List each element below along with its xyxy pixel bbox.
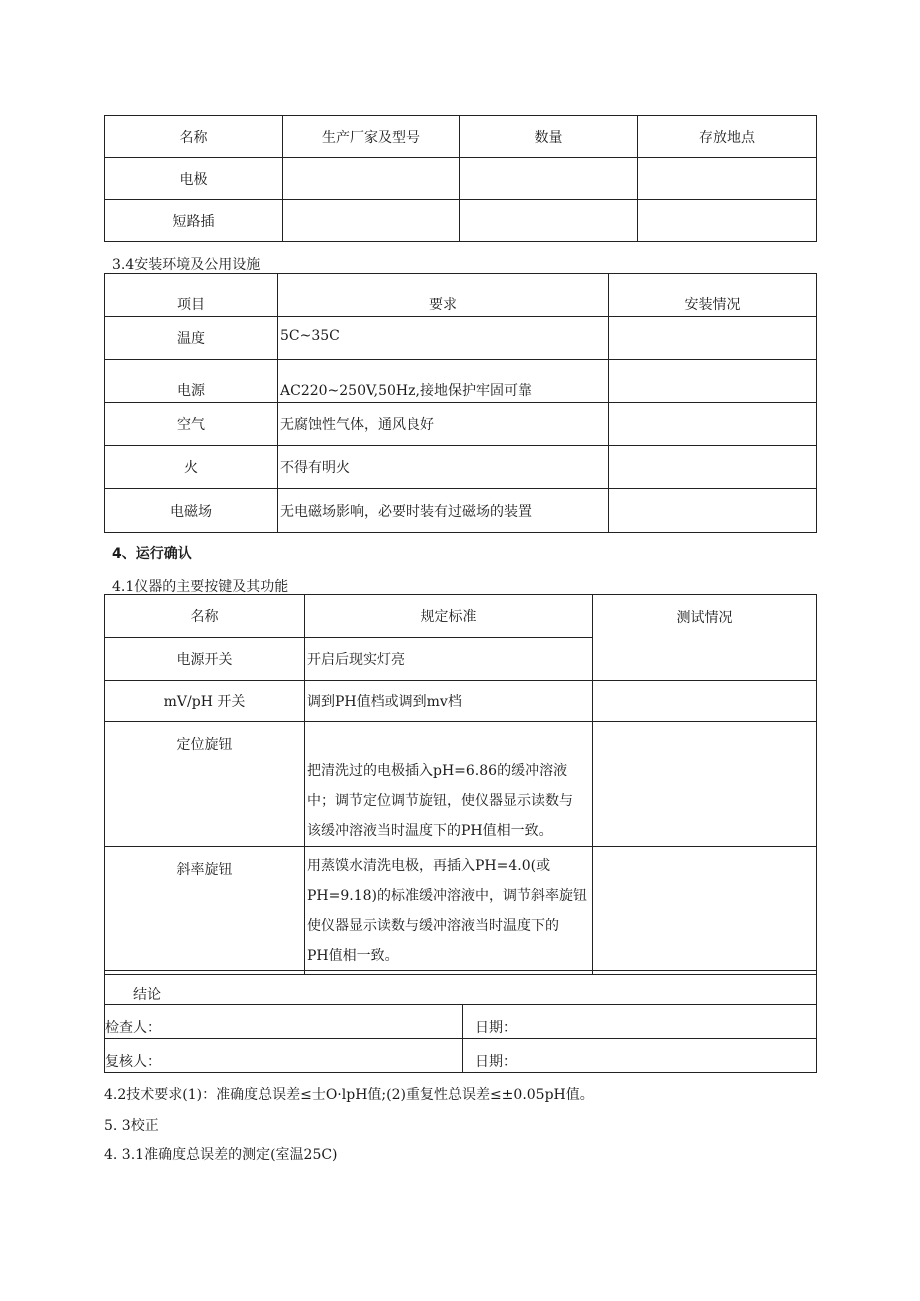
keys-function-table (104, 594, 817, 975)
conclusion-label: 结论 (105, 971, 817, 1005)
reviewer-label: 复核人： (105, 1039, 463, 1073)
table-cell (638, 158, 817, 200)
header-name: 名称 (105, 116, 283, 158)
checker-label: 检查人： (105, 1005, 463, 1039)
table-cell (593, 847, 817, 975)
standard-line: 使仪器显示读数与缓冲溶液当时温度下的 (307, 918, 559, 934)
section-heading: 5. 3校正 (104, 1118, 159, 1134)
table-cell (283, 200, 460, 242)
table-cell: 电磁场 (105, 489, 278, 533)
table-cell (609, 360, 817, 403)
table-cell: 电极 (105, 158, 283, 200)
table-cell: 电源开关 (105, 638, 305, 681)
table-cell: AC220~250V,50Hz,接地保护牢固可靠 (278, 360, 609, 403)
table-cell (593, 722, 817, 847)
date-label: 日期： (463, 1005, 817, 1039)
header-installation-status: 安装情况 (609, 274, 817, 317)
header-test-status: 测试情况 (593, 595, 817, 681)
table-cell (283, 158, 460, 200)
table-cell (460, 158, 638, 200)
section-heading: 3.4安装环境及公用设施 (112, 257, 261, 273)
table-cell (638, 200, 817, 242)
table-cell: 火 (105, 446, 278, 489)
table-cell: mV/pH 开关 (105, 681, 305, 722)
table-cell (305, 847, 593, 975)
table-cell: 定位旋钮 (105, 722, 305, 847)
standard-line: 该缓冲溶液当时温度下的PH值相一致。 (307, 823, 553, 839)
header-manufacturer-model: 生产厂家及型号 (283, 116, 460, 158)
table-cell: 短路插 (105, 200, 283, 242)
table-cell: 温度 (105, 317, 278, 360)
header-storage-location: 存放地点 (638, 116, 817, 158)
table-cell (460, 200, 638, 242)
table-cell: 无电磁场影响，必要时装有过磁场的装置 (278, 489, 609, 533)
signature-table (104, 970, 817, 1073)
standard-line: PH值相一致。 (307, 948, 399, 964)
table-cell: 无腐蚀性气体，通风良好 (278, 403, 609, 446)
table-cell (305, 722, 593, 847)
header-requirement: 要求 (278, 274, 609, 317)
header-standard: 规定标准 (305, 595, 593, 638)
table-cell (609, 446, 817, 489)
table-cell: 调到PH值档或调到mv档 (305, 681, 593, 722)
standard-line: 把清洗过的电极插入pH=6.86的缓冲溶液 (307, 763, 568, 779)
date-label: 日期： (463, 1039, 817, 1073)
tech-requirements: 4.2技术要求(1)：准确度总误差≤士O·lpH值;(2)重复性总误差≤±0.05pH值。 (104, 1087, 594, 1103)
equipment-table (104, 115, 817, 242)
table-cell: 开启后现实灯亮 (305, 638, 593, 681)
standard-line: PH=9.18)的标准缓冲溶液中，调节斜率旋钮 (307, 888, 587, 904)
standard-line: 中；调节定位调节旋钮，使仪器显示读数与 (307, 793, 573, 809)
section-heading: 4、运行确认 (112, 546, 192, 562)
standard-line: 用蒸馍水清洗电极，再插入PH=4.0(或 (307, 858, 551, 874)
environment-table (104, 273, 817, 533)
section-heading: 4. 3.1准确度总误差的测定(室温25C) (104, 1147, 338, 1163)
header-quantity: 数量 (460, 116, 638, 158)
table-cell (609, 317, 817, 360)
table-cell (609, 403, 817, 446)
table-cell (609, 489, 817, 533)
table-cell: 空气 (105, 403, 278, 446)
header-item: 项目 (105, 274, 278, 317)
table-cell: 5C~35C (278, 317, 609, 360)
table-cell: 电源 (105, 360, 278, 403)
table-cell: 斜率旋钮 (105, 847, 305, 975)
table-cell (593, 681, 817, 722)
section-heading: 4.1仪器的主要按键及其功能 (112, 579, 289, 595)
table-cell: 不得有明火 (278, 446, 609, 489)
header-name: 名称 (105, 595, 305, 638)
